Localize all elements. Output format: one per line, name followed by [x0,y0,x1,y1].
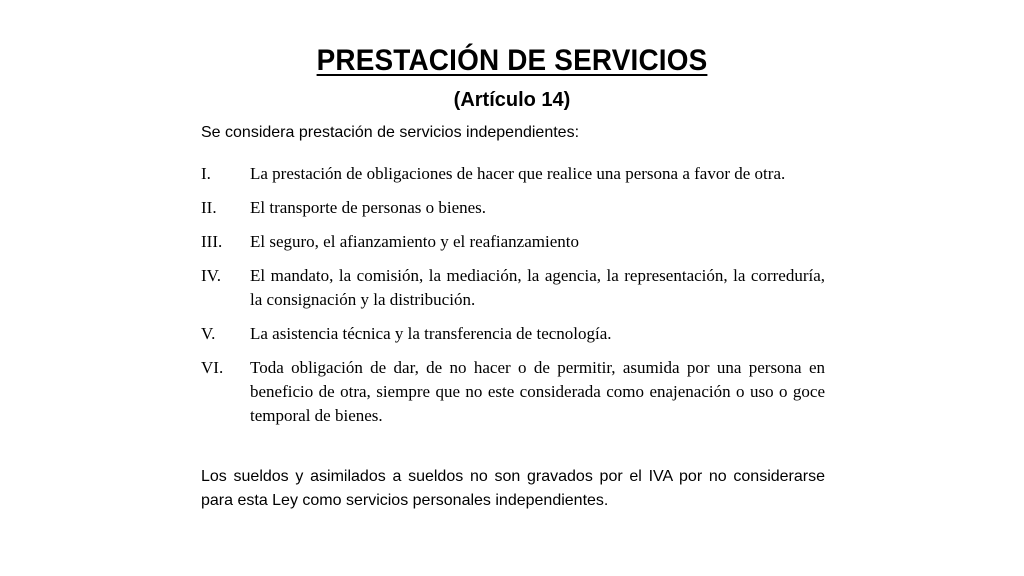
list-item-text: La asistencia técnica y la transferencia de tecnología. [250,324,612,343]
list-item [201,196,825,220]
slide-subtitle: (Artículo 14) [453,89,571,111]
intro-text: Se considera prestación de servicios independientes: [201,124,580,141]
footer-note: Los sueldos y asimilados a sueldos no son gravados por el IVA por no considerarse para esta Ley como servicios personales independientes. [201,468,825,509]
list-item-text: El mandato, la comisión, la mediación, la agencia, la representación, la correduría, la consignación y la distribución. [250,266,825,309]
list-item-number: IV. [201,266,221,285]
list-item [201,230,825,254]
list-item-text: La prestación de obligaciones de hacer que realice una persona a favor de otra. [250,164,786,183]
list-item [201,264,825,312]
services-list [201,162,825,438]
list-item-text: El transporte de personas o bienes. [250,198,487,217]
list-item-number: VI. [201,358,224,377]
list-item-number: III. [201,232,223,251]
list-item [201,162,825,186]
list-item-number: I. [201,164,211,183]
slide-title: PRESTACIÓN DE SERVICIOS [316,44,708,77]
list-item-text: Toda obligación de dar, de no hacer o de permitir, asumida por una persona en beneficio de otra, siempre que no este considerada como enajenación o uso o goce temporal de bienes. [250,358,825,425]
list-item-number: V. [201,324,216,343]
list-item-number: II. [201,198,217,217]
list-item [201,356,825,428]
list-item-text: El seguro, el afianzamiento y el reafianzamiento [250,232,579,251]
list-item [201,322,825,346]
